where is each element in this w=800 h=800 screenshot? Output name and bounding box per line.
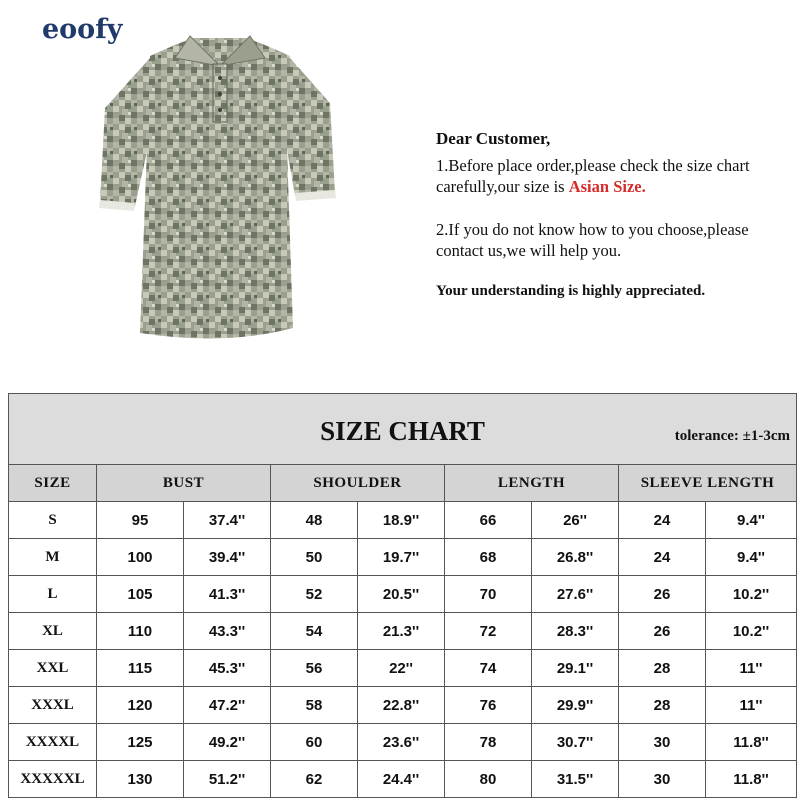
table-cell: 105 [97,576,184,613]
size-chart-title-row [9,394,797,465]
size-cell: XL [9,613,97,650]
table-cell: 29.9'' [532,687,619,724]
table-cell: 28.3'' [532,613,619,650]
table-cell: 31.5'' [532,761,619,798]
table-cell: 23.6'' [358,724,445,761]
table-cell: 115 [97,650,184,687]
table-cell: 72 [445,613,532,650]
table-cell: 27.6'' [532,576,619,613]
table-cell: 18.9'' [358,502,445,539]
table-cell: 29.1'' [532,650,619,687]
size-cell: M [9,539,97,576]
table-cell: 26 [619,576,706,613]
size-cell: XXXXL [9,724,97,761]
table-cell: 37.4'' [184,502,271,539]
header-sleeve-length: SLEEVE LENGTH [619,465,797,502]
table-cell: 26'' [532,502,619,539]
table-row [9,539,797,576]
size-cell: XXL [9,650,97,687]
table-cell: 21.3'' [358,613,445,650]
table-cell: 125 [97,724,184,761]
table-cell: 130 [97,761,184,798]
table-cell: 78 [445,724,532,761]
table-cell: 54 [271,613,358,650]
notice-thanks: Your understanding is highly appreciated. [436,283,706,299]
notice-greeting: Dear Customer, [436,129,551,148]
size-chart-title: SIZE CHART [320,416,485,446]
table-cell: 45.3'' [184,650,271,687]
table-row [9,761,797,798]
brand-logo: eoofy [42,14,123,45]
table-cell: 26.8'' [532,539,619,576]
size-chart-table [8,393,797,798]
table-cell: 26 [619,613,706,650]
size-chart-body [9,502,797,798]
size-cell: XXXL [9,687,97,724]
size-cell: XXXXXL [9,761,97,798]
size-cell: S [9,502,97,539]
table-cell: 110 [97,613,184,650]
table-cell: 9.4'' [706,539,797,576]
table-cell: 24 [619,539,706,576]
table-cell: 30 [619,761,706,798]
table-cell: 41.3'' [184,576,271,613]
notice-line-2: 2.If you do not know how to you choose,please contact us,we will help you. [436,220,749,260]
table-cell: 56 [271,650,358,687]
table-cell: 9.4'' [706,502,797,539]
table-cell: 22.8'' [358,687,445,724]
table-cell: 28 [619,687,706,724]
table-cell: 11'' [706,650,797,687]
table-row [9,502,797,539]
table-cell: 80 [445,761,532,798]
table-cell: 100 [97,539,184,576]
table-row [9,576,797,613]
table-cell: 39.4'' [184,539,271,576]
size-chart [8,393,796,792]
table-row [9,613,797,650]
table-cell: 62 [271,761,358,798]
table-cell: 11'' [706,687,797,724]
table-row [9,687,797,724]
table-cell: 47.2'' [184,687,271,724]
asian-size-highlight: Asian Size [568,177,642,196]
table-cell: 68 [445,539,532,576]
table-cell: 10.2'' [706,613,797,650]
camo-polo-shirt-image [95,28,345,363]
size-cell: L [9,576,97,613]
table-cell: 30.7'' [532,724,619,761]
table-cell: 22'' [358,650,445,687]
table-cell: 11.8'' [706,724,797,761]
table-cell: 28 [619,650,706,687]
tolerance-note: tolerance: ±1-3cm [674,428,791,444]
header-shoulder: SHOULDER [271,465,445,502]
table-cell: 11.8'' [706,761,797,798]
header-length: LENGTH [445,465,619,502]
table-cell: 74 [445,650,532,687]
table-cell: 48 [271,502,358,539]
table-cell: 10.2'' [706,576,797,613]
table-cell: 24.4'' [358,761,445,798]
table-cell: 24 [619,502,706,539]
notice-line-1: 1.Before place order,please check the size chart carefully,our size is Asian Size. [436,156,750,196]
product-image [95,28,345,363]
table-cell: 52 [271,576,358,613]
table-cell: 50 [271,539,358,576]
table-cell: 70 [445,576,532,613]
table-cell: 20.5'' [358,576,445,613]
table-cell: 120 [97,687,184,724]
header-size: SIZE [9,465,97,502]
table-cell: 95 [97,502,184,539]
table-cell: 30 [619,724,706,761]
table-cell: 43.3'' [184,613,271,650]
table-cell: 49.2'' [184,724,271,761]
table-cell: 58 [271,687,358,724]
table-cell: 66 [445,502,532,539]
table-cell: 19.7'' [358,539,445,576]
table-cell: 76 [445,687,532,724]
header-bust: BUST [97,465,271,502]
table-cell: 51.2'' [184,761,271,798]
customer-notice [436,128,796,302]
size-chart-header-row [9,465,797,502]
table-cell: 60 [271,724,358,761]
table-row [9,724,797,761]
table-row [9,650,797,687]
